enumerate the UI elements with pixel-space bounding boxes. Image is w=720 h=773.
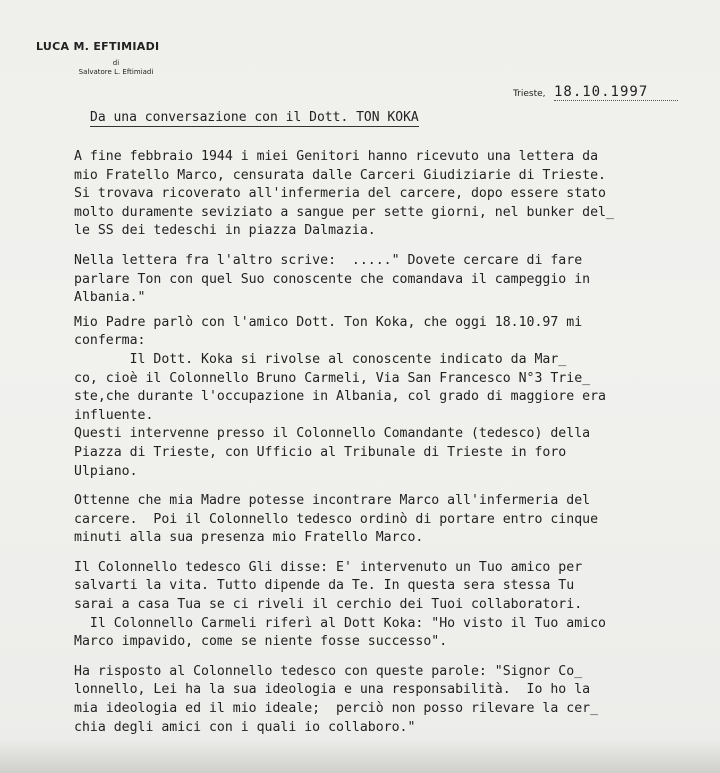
text-line: Albania." (74, 290, 146, 306)
text-line: le SS dei tedeschi in piazza Dalmazia. (74, 223, 376, 239)
text-line: Il Colonnello Carmeli riferì al Dott Koka: "Ho visto il Tuo amico (74, 615, 606, 631)
text-line: Piazza di Trieste, con Ufficio al Tribunale di Trieste in foro (74, 444, 567, 460)
text-line: Ottenne che mia Madre potesse incontrare Marco all'infermeria del (74, 493, 591, 509)
text-line: Il Colonnello tedesco Gli disse: E' intervenuto un Tuo amico per (74, 559, 583, 575)
paragraph-gap (74, 481, 704, 492)
text-line: minuti alla sua presenza mio Fratello Marco. (74, 530, 424, 546)
letterhead (36, 40, 196, 76)
document-title: Da una conversazione con il Dott. TON KOKA (90, 110, 419, 125)
text-line: mia ideologia ed il mio ideale; perciò non posso rilevare la cer_ (74, 701, 599, 717)
paragraph (74, 148, 704, 241)
paragraph (74, 492, 704, 548)
paragraph-gap (74, 241, 704, 252)
letterhead-name: LUCA M. EFTIMIADI (36, 40, 160, 53)
text-line: Il Dott. Koka si rivolse al conoscente indicato da Mar_ (74, 351, 567, 367)
date-place: Trieste, (513, 89, 546, 99)
paragraph (74, 663, 704, 737)
text-line: Mio Padre parlò con l'amico Dott. Ton Koka, che oggi 18.10.97 mi (74, 314, 583, 330)
letter-body (74, 148, 704, 737)
paragraph (74, 559, 704, 652)
letterhead-father: Salvatore L. Eftimiadi (78, 68, 154, 76)
date-value: 18.10.1997 (554, 84, 678, 101)
text-line: Nella lettera fra l'altro scrive: ....." Dovete cercare di fare (74, 252, 583, 268)
text-line: chia degli amici con i quali io collaboro." (74, 719, 416, 735)
text-line: Ulpiano. (74, 463, 138, 479)
text-line: lonnello, Lei ha la sua ideologia e una responsabilità. Io ho la (74, 682, 591, 698)
text-line: carcere. Poi il Colonnello tedesco ordinò di portare entro cinque (74, 511, 599, 527)
text-line: Marco impavido, come se niente fosse successo". (74, 634, 448, 650)
text-line: A fine febbraio 1944 i miei Genitori hanno ricevuto una lettera da (74, 149, 599, 164)
text-line: Si trovava ricoverato all'infermeria del carcere, dopo essere stato (74, 186, 606, 202)
text-line: co, cioè il Colonnello Bruno Carmeli, Via San Francesco N°3 Trie_ (74, 370, 591, 386)
text-line: ste,che durante l'occupazione in Albania, col grado di maggiore era (74, 389, 606, 405)
paragraph-gap (74, 548, 704, 559)
paragraph-gap (74, 652, 704, 663)
text-line: Questi intervenne presso il Colonnello Comandante (tedesco) della (74, 426, 591, 442)
paragraph (74, 252, 704, 308)
paragraph (74, 314, 704, 481)
dateline (513, 84, 678, 100)
text-line: influente. (74, 407, 154, 423)
text-line: molto duramente seviziato a sangue per sette giorni, nel bunker del_ (74, 204, 614, 220)
text-line: salvarti la vita. Tutto dipende da Te. In questa sera stessa Tu (74, 578, 575, 594)
letterhead-di: di (112, 59, 120, 67)
text-line: Ha risposto al Colonnello tedesco con queste parole: "Signor Co_ (74, 663, 583, 679)
text-line: parlare Ton con quel Suo conoscente che comandava il campeggio in (74, 271, 591, 287)
text-line: conferma: (74, 333, 146, 349)
text-line: sarai a casa Tua se ci riveli il cerchio dei Tuoi collaboratori. (74, 597, 583, 613)
text-line: mio Fratello Marco, censurata dalle Carceri Giudiziarie di Trieste. (74, 167, 606, 183)
